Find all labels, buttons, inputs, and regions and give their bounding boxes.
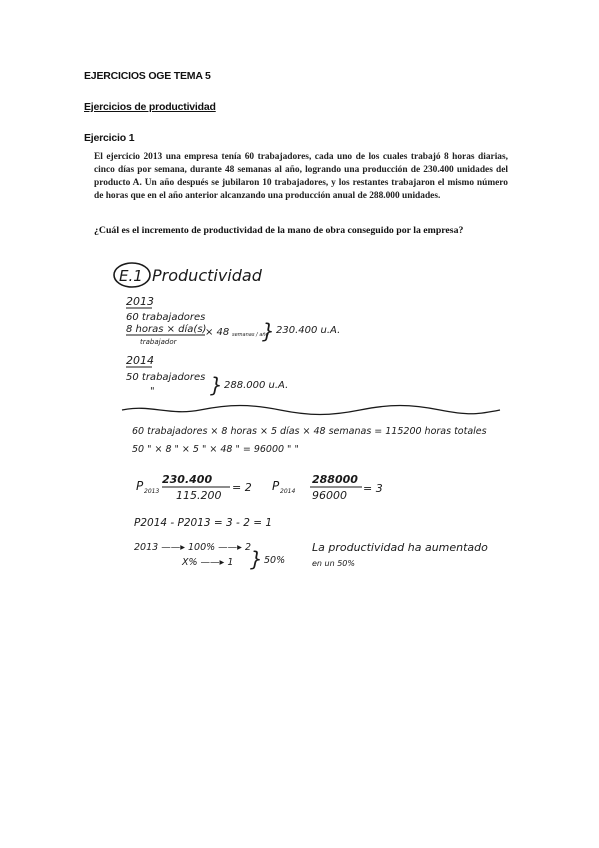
p2013-numerator: 230.400 [162,473,213,486]
ditto-2014: " [150,386,155,397]
rule-line-2: X% ——▸ 1 [182,557,234,568]
exercise-heading: Ejercicio 1 [84,132,135,144]
notes-title: Productividad [152,266,262,285]
circle-label: E.1 [119,267,143,285]
workers-2013: 60 trabajadores [126,312,206,323]
year-2014: 2014 [126,354,154,367]
year-2013: 2013 [126,295,154,308]
exercise-question: ¿Cuál es el incremento de productividad de la mano de obra conseguido por la empresa? [94,225,464,236]
weeks-unit: semanas / año [232,332,269,338]
p2014-sub: 2014 [280,488,296,495]
calc-line-1: 60 trabajadores × 8 horas × 5 días × 48 semanas = 115200 horas totales [132,426,487,437]
weeks-factor: × 48 [205,327,230,338]
brace-rule: } [250,547,263,571]
p2013-label: P [136,479,144,493]
brace-2014: } [210,373,223,397]
p2013-sub: 2013 [144,488,160,495]
wavy-divider [122,406,500,415]
brace-2013: } [262,319,275,343]
output-2013: 230.400 u.A. [276,325,341,336]
output-2014: 288.000 u.A. [224,380,289,391]
rule-line-1: 2013 ——▸ 100% ——▸ 2 [134,542,251,553]
p2014-numerator: 288000 [312,473,358,486]
workers-2014: 50 trabajadores [126,372,206,383]
exercise-statement: El ejercicio 2013 una empresa tenía 60 trabajadores, cada uno de los cuales trabajó 8 horas diarias, cinco días por semana, durante 48 semanas al año, logrando una producción de 230.400 unidades del producto A. Un año después se jubilaron 10 trabajadores, y los restantes trabajaron el mismo número de horas que en el año anterior alcanzando una producción anual de 288.000 unidades. [94,152,508,201]
conclusion-line-1: La productividad ha aumentado [312,541,488,554]
section-heading: Ejercicios de productividad [84,101,216,113]
document-title: EJERCICIOS OGE TEMA 5 [84,70,211,82]
rule-result: 50% [264,555,286,566]
p2014-label: P [272,479,280,493]
calc-line-2: 50 " × 8 " × 5 " × 48 " = 96000 " " [132,444,299,455]
hours-denominator: trabajador [140,338,177,346]
p2013-denominator: 115.200 [176,489,222,502]
p2014-denominator: 96000 [312,489,347,502]
hours-numerator: 8 horas × día(s) [126,324,207,335]
productivity-difference: P2014 - P2013 = 3 - 2 = 1 [134,517,273,529]
p2013-result: = 2 [232,481,252,494]
conclusion-line-2: en un 50% [312,559,355,568]
p2014-result: = 3 [363,482,383,495]
